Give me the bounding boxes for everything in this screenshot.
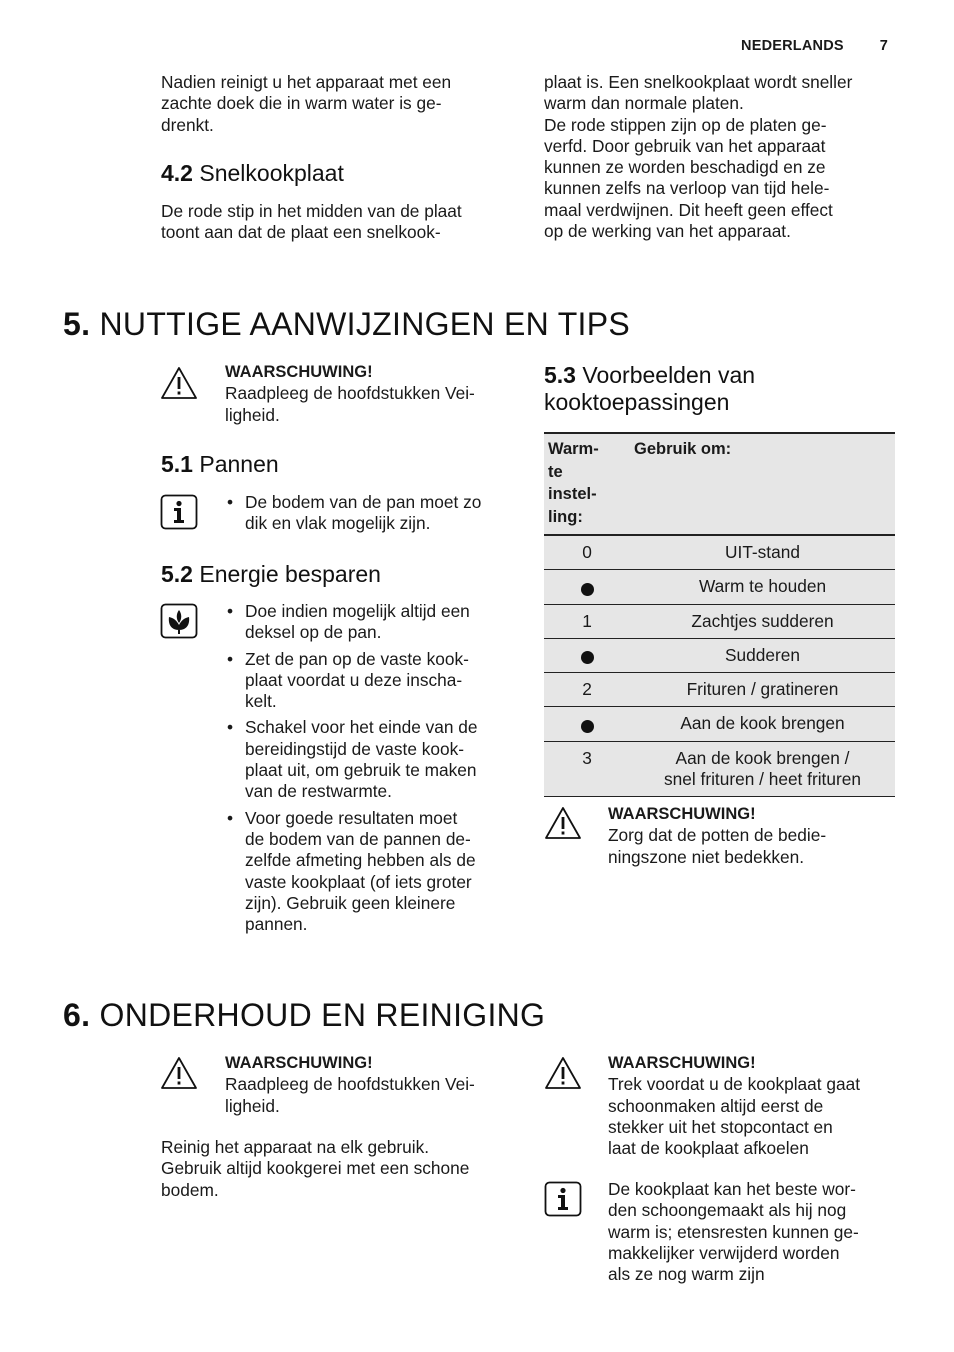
warning-title: WAARSCHUWING! [608,1054,756,1072]
section-number: 5.2 [161,561,193,587]
text-line: pannen. [245,914,308,935]
text-line: • Voor goede resultaten moet [245,807,458,828]
text-line: zelfde afmeting hebben als de [245,850,476,871]
text-line: plaat is. Een snelkookplaat wordt sneller [544,72,853,92]
text-line: als ze nog warm zijn [608,1264,765,1285]
text-line: Reinig het apparaat na elk gebruik. [161,1137,430,1157]
text-line: kunnen ze worden beschadigd en ze [544,157,826,178]
header-language: NEDERLANDS [741,38,844,54]
section-5-3-heading [544,362,894,416]
chapter-6-heading [63,996,545,1034]
text-line: Gebruik altijd kookgerei met een schone [161,1158,470,1179]
chapter-title: NUTTIGE AANWIJZINGEN EN TIPS [99,306,631,342]
header-line: te [548,462,563,481]
intro-right-text [544,72,894,242]
text-line: verfd. Door gebruik van het apparaat [544,135,826,156]
text-line: makkelijker verwijderd worden [608,1242,840,1263]
list-item [225,649,520,713]
warning-icon [544,1056,582,1090]
list-item [225,717,520,802]
warning-block-5-3 [608,804,898,868]
section-5-1-list [225,492,520,540]
header-line: instel- [548,485,597,503]
warning-icon [160,366,198,400]
table-row [544,673,895,707]
warning-block-6-left [225,1053,515,1117]
text-line: • Doe indien mogelijk altijd een [245,601,470,621]
text-line: Trek voordat u de kookplaat gaat [608,1074,861,1095]
page-header [741,38,888,54]
info-block-6 [608,1179,903,1285]
section-4-2-text [161,201,511,244]
text-line: warm is; etensresten kunnen ge- [608,1221,859,1242]
text-line: • De bodem van de pan moet zo [245,492,482,512]
text-line: warm dan normale platen. [544,93,744,114]
setting-cell [544,707,630,741]
text-line: plaat voordat u deze inscha- [245,669,463,690]
text-line: de bodem van de pannen de- [245,828,471,849]
text-line: laat de kookplaat afkoelen [608,1138,809,1159]
setting-cell: 2 [544,673,630,707]
table-row [544,707,895,741]
section-5-2-list [225,601,520,940]
warning-icon [160,1056,198,1090]
heat-settings-table [544,432,895,797]
warning-block-6-right [608,1053,903,1159]
text-line: ligheid. [225,404,280,425]
list-item [225,808,520,936]
text-line: kelt. [245,691,277,712]
intro-left-text [161,72,511,136]
warning-title: WAARSCHUWING! [225,363,373,381]
text-line: stekker uit het stopcontact en [608,1116,833,1137]
section-4-2-heading [161,160,344,187]
text-line: bereidingstijd de vaste kook- [245,738,465,759]
section-number: 5.1 [161,451,193,477]
text-line: drenkt. [161,114,214,135]
list-item [225,601,520,644]
text-line: deksel op de pan. [245,622,382,643]
table-header-use: Gebruik om: [630,433,895,535]
text-line: zijn). Gebruik geen kleinere [245,892,456,913]
text-line: De rode stippen zijn op de platen ge- [544,114,827,135]
text-line: kunnen zelfs na verloop van tijd hele- [544,178,830,199]
chapter-5-heading [63,305,630,343]
list-item [225,492,520,535]
setting-cell: 0 [544,535,630,570]
text-line: • Zet de pan op de vaste kook- [245,648,469,669]
text-line: toont aan dat de plaat een snelkook- [161,222,441,243]
use-cell: UIT-stand [630,535,895,570]
intermediate-setting-dot-icon [581,583,594,596]
section-title: Energie besparen [199,561,381,587]
header-line: Warm- [548,440,599,458]
text-line: De rode stip in het midden van de plaat [161,201,462,221]
header-line: ling: [548,507,583,526]
table-row [544,638,895,672]
text-line: op de werking van het apparaat. [544,221,791,242]
section-title: Voorbeelden van [582,362,756,388]
table-row [544,535,895,570]
info-icon [544,1181,582,1217]
text-line: Zorg dat de potten de bedie- [608,825,827,846]
text-line: plaat uit, om gebruik te maken [245,760,477,781]
use-cell: Zachtjes sudderen [630,604,895,638]
warning-title: WAARSCHUWING! [225,1054,373,1072]
chapter-title: ONDERHOUD EN REINIGING [99,997,546,1033]
intermediate-setting-dot-icon [581,651,594,664]
text-line: • Schakel voor het einde van de [245,717,478,738]
text-line: Raadpleeg de hoofdstukken Vei- [225,383,475,404]
text-line: ningszone niet bedekken. [608,846,805,867]
text-line: Nadien reinigt u het apparaat met een [161,72,452,92]
intermediate-setting-dot-icon [581,720,594,733]
chapter-number: 6. [63,997,91,1033]
text-line: schoonmaken altijd eerst de [608,1095,824,1116]
text-line: Aan de kook brengen / [675,747,850,768]
text-line: dik en vlak mogelijk zijn. [245,513,431,534]
table-header-setting [544,433,630,535]
table-row [544,741,895,797]
text-line: De kookplaat kan het beste wor- [608,1179,856,1199]
text-line: den schoongemaakt als hij nog [608,1200,847,1221]
table-row [544,570,895,604]
section-6-body-text [161,1137,521,1201]
section-number: 4.2 [161,160,193,186]
warning-block-5 [225,362,515,426]
setting-cell [544,570,630,604]
text-line: snel frituren / heet frituren [664,769,861,790]
section-title: Pannen [199,451,279,477]
text-line: zachte doek die in warm water is ge- [161,93,442,114]
setting-cell: 1 [544,604,630,638]
text-line: ligheid. [225,1095,280,1116]
environment-icon [160,603,198,639]
section-5-1-heading [161,451,279,478]
text-line: van de restwarmte. [245,781,392,802]
setting-cell: 3 [544,741,630,797]
chapter-number: 5. [63,306,91,342]
setting-cell [544,638,630,672]
section-number: 5.3 [544,362,576,388]
text-line: bodem. [161,1179,219,1200]
use-cell: Warm te houden [630,570,895,604]
warning-title: WAARSCHUWING! [608,805,756,823]
use-cell: Aan de kook brengen [630,707,895,741]
use-cell: Frituren / gratineren [630,673,895,707]
text-line: maal verdwijnen. Dit heeft geen effect [544,199,833,220]
table-header-row [544,433,895,535]
info-icon [160,494,198,530]
warning-icon [544,806,582,840]
section-title-line: kooktoepassingen [544,389,730,415]
section-5-2-heading [161,561,381,588]
page-number: 7 [879,38,888,54]
section-title: Snelkookplaat [199,160,344,186]
use-cell [630,741,895,797]
text-line: vaste kookplaat (of iets groter [245,871,472,892]
table-row [544,604,895,638]
use-cell: Sudderen [630,638,895,672]
text-line: Raadpleeg de hoofdstukken Vei- [225,1074,475,1095]
